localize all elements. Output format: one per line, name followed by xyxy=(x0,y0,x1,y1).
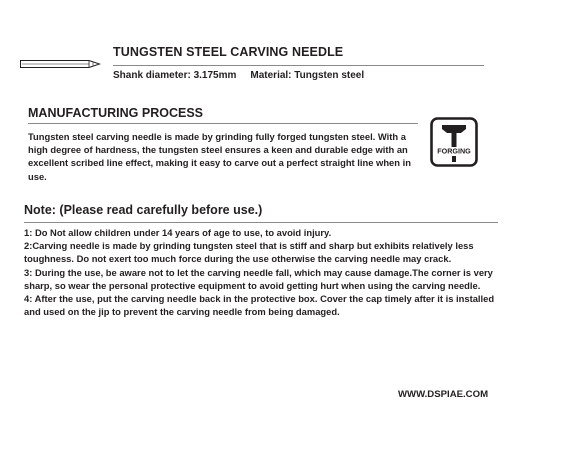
note-item: 1: Do Not allow children under 14 years of age to use, to avoid injury. xyxy=(24,227,332,238)
note-item: 3: During the use, be aware not to let the carving needle fall, which may cause damage.The corner is very sharp, so wear the personal protective equipment to avoid getting hurt when using the carving needle. xyxy=(24,266,493,291)
manufacturing-divider xyxy=(28,123,418,124)
note-list xyxy=(24,226,500,318)
forging-icon xyxy=(430,117,478,167)
material: Material: Tungsten steel xyxy=(250,70,365,81)
manufacturing-body: Tungsten steel carving needle is made by grinding fully forged tungsten steel. With a high degree of hardness, the tungsten steel ensures a keen and durable edge with an excellent scribed line effect, making it easy to carve out a perfect straight line when in use. xyxy=(28,131,411,182)
spec-line xyxy=(113,70,364,81)
carving-needle-icon xyxy=(19,57,101,71)
website-url: WWW.DSPIAE.COM xyxy=(398,389,489,400)
note-title: Note: (Please read carefully before use.) xyxy=(24,203,263,217)
manufacturing-title: MANUFACTURING PROCESS xyxy=(28,106,204,120)
product-title: TUNGSTEN STEEL CARVING NEEDLE xyxy=(113,45,344,59)
shank-diameter: Shank diameter: 3.175mm xyxy=(113,70,237,81)
note-item: 2:Carving needle is made by grinding tungsten steel that is stiff and sharp but exhibits relatively less toughness. Do not exert too much force during the use otherwise the carving needle may crack. xyxy=(24,240,474,265)
note-divider xyxy=(24,222,498,223)
forging-label: FORGING xyxy=(437,146,471,156)
note-item: 4: After the use, put the carving needle back in the protective box. Cover the cap timely after it is installed and used on the jip to prevent the carving needle from being damaged. xyxy=(24,293,495,318)
header-divider xyxy=(113,65,484,66)
